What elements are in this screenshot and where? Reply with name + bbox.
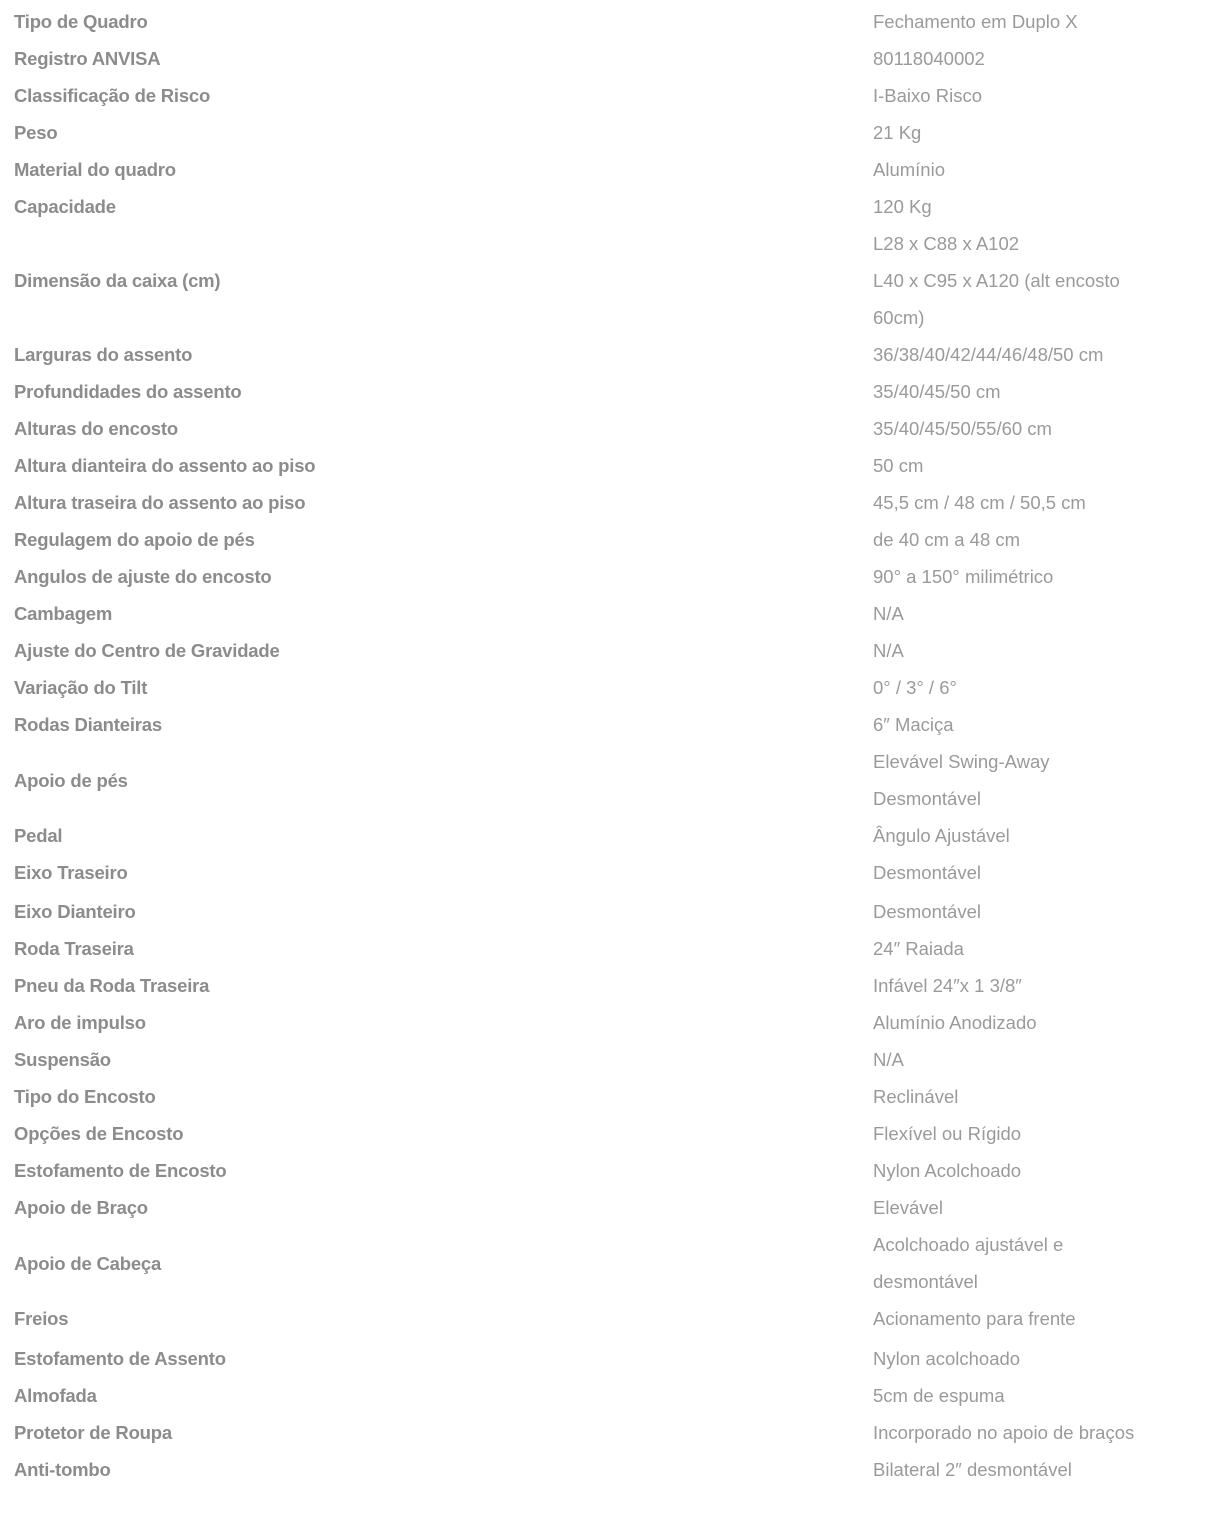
spec-value-line: de 40 cm a 48 cm — [873, 529, 1021, 550]
spec-value — [859, 336, 1223, 373]
spec-value — [859, 1226, 1223, 1300]
spec-value — [859, 854, 1223, 891]
spec-label: Anti-tombo — [14, 1459, 111, 1480]
spec-row — [0, 1451, 1223, 1488]
spec-label: Altura dianteira do assento ao piso — [14, 455, 316, 476]
spec-value — [859, 1340, 1223, 1377]
spec-value-line: Fechamento em Duplo X — [873, 11, 1078, 32]
spec-row — [0, 3, 1223, 40]
spec-value-line: Alumínio — [873, 159, 945, 180]
spec-row — [0, 1041, 1223, 1078]
spec-label: Freios — [14, 1308, 69, 1329]
spec-value-line: desmontável — [873, 1271, 978, 1292]
spec-row — [0, 706, 1223, 743]
spec-value — [859, 595, 1223, 632]
spec-label: Registro ANVISA — [14, 48, 161, 69]
spec-value-line: Bilateral 2″ desmontável — [873, 1459, 1072, 1480]
spec-value — [859, 1115, 1223, 1152]
spec-label: Regulagem do apoio de pés — [14, 529, 255, 550]
spec-label: Ajuste do Centro de Gravidade — [14, 640, 280, 661]
spec-row — [0, 336, 1223, 373]
spec-row — [0, 1414, 1223, 1451]
spec-label: Almofada — [14, 1385, 97, 1406]
spec-value-line: 60cm) — [873, 307, 925, 328]
spec-value-line: Elevável Swing-Away — [873, 751, 1050, 772]
spec-label: Roda Traseira — [14, 938, 134, 959]
spec-label: Material do quadro — [14, 159, 176, 180]
spec-value — [859, 930, 1223, 967]
spec-row — [0, 447, 1223, 484]
spec-label: Protetor de Roupa — [14, 1422, 172, 1443]
spec-value-line: Desmontável — [873, 862, 981, 883]
spec-value — [859, 373, 1223, 410]
spec-label: Angulos de ajuste do encosto — [14, 566, 272, 587]
spec-label: Estofamento de Assento — [14, 1348, 226, 1369]
spec-row — [0, 743, 1223, 817]
spec-value-line: Infável 24″x 1 3/8″ — [873, 975, 1022, 996]
spec-row — [0, 930, 1223, 967]
spec-value — [859, 447, 1223, 484]
spec-label: Altura traseira do assento ao piso — [14, 492, 306, 513]
spec-row — [0, 188, 1223, 225]
spec-value-line: Desmontável — [873, 901, 981, 922]
spec-label: Opções de Encosto — [14, 1123, 184, 1144]
spec-value-line: N/A — [873, 1049, 904, 1070]
spec-label: Eixo Traseiro — [14, 862, 128, 883]
spec-value-line: 5cm de espuma — [873, 1385, 1005, 1406]
spec-value-line: 120 Kg — [873, 196, 932, 217]
spec-value — [859, 669, 1223, 706]
spec-value — [859, 77, 1223, 114]
spec-value-line: N/A — [873, 640, 904, 661]
spec-row — [0, 595, 1223, 632]
spec-row — [0, 40, 1223, 77]
spec-label: Apoio de Cabeça — [14, 1252, 162, 1274]
spec-value — [859, 1078, 1223, 1115]
spec-value-line: Acolchoado ajustável e — [873, 1234, 1064, 1255]
spec-value — [859, 558, 1223, 595]
spec-row — [0, 1377, 1223, 1414]
spec-value-line: 50 cm — [873, 455, 924, 476]
spec-value-line: L40 x C95 x A120 (alt encosto — [873, 270, 1120, 291]
spec-row — [0, 521, 1223, 558]
spec-label: Dimensão da caixa (cm) — [14, 270, 221, 291]
spec-label: Rodas Dianteiras — [14, 714, 162, 735]
spec-row — [0, 854, 1223, 891]
spec-value — [859, 632, 1223, 669]
spec-value — [859, 893, 1223, 930]
spec-row — [0, 114, 1223, 151]
spec-value-line: 21 Kg — [873, 122, 922, 143]
spec-row — [0, 484, 1223, 521]
spec-label: Peso — [14, 122, 58, 143]
spec-row — [0, 1340, 1223, 1377]
spec-value — [859, 151, 1223, 188]
spec-value-line: Ângulo Ajustável — [873, 825, 1010, 846]
spec-label: Aro de impulso — [14, 1012, 146, 1033]
spec-label: Apoio de pés — [14, 769, 128, 791]
spec-value-line: 35/40/45/50 cm — [873, 381, 1001, 402]
spec-value — [859, 521, 1223, 558]
specifications-table — [0, 3, 1223, 1488]
spec-value — [859, 743, 1223, 817]
spec-value-line: Desmontável — [873, 788, 981, 809]
spec-row — [0, 373, 1223, 410]
spec-label: Profundidades do assento — [14, 381, 242, 402]
spec-value-line: Reclinável — [873, 1086, 959, 1107]
spec-value-line: Elevável — [873, 1197, 943, 1218]
spec-label: Suspensão — [14, 1049, 111, 1070]
spec-value-line: Alumínio Anodizado — [873, 1012, 1037, 1033]
spec-row — [0, 893, 1223, 930]
spec-value-line: I-Baixo Risco — [873, 85, 982, 106]
spec-label: Pedal — [14, 825, 63, 846]
spec-value-line: 45,5 cm / 48 cm / 50,5 cm — [873, 492, 1086, 513]
spec-row — [0, 1300, 1223, 1337]
spec-value — [859, 706, 1223, 743]
spec-row — [0, 77, 1223, 114]
spec-value — [859, 1041, 1223, 1078]
spec-row — [0, 410, 1223, 447]
spec-row — [0, 817, 1223, 854]
spec-row — [0, 1004, 1223, 1041]
spec-value-line: Flexível ou Rígido — [873, 1123, 1022, 1144]
spec-row — [0, 1226, 1223, 1300]
spec-value — [859, 967, 1223, 1004]
spec-value — [859, 40, 1223, 77]
spec-row — [0, 558, 1223, 595]
spec-value — [859, 1300, 1223, 1337]
spec-value-line: Acionamento para frente — [873, 1308, 1076, 1329]
spec-value-line: Incorporado no apoio de braços — [873, 1422, 1135, 1443]
spec-value — [859, 1004, 1223, 1041]
spec-row — [0, 151, 1223, 188]
spec-label: Apoio de Braço — [14, 1197, 148, 1218]
spec-value — [859, 3, 1223, 40]
spec-label: Larguras do assento — [14, 344, 193, 365]
spec-value — [859, 225, 1223, 336]
spec-value-line: 24″ Raiada — [873, 938, 964, 959]
spec-value-line: 6″ Maciça — [873, 714, 954, 735]
spec-row — [0, 1189, 1223, 1226]
spec-row — [0, 1078, 1223, 1115]
spec-value — [859, 114, 1223, 151]
spec-label: Variação do Tilt — [14, 677, 148, 698]
spec-label: Pneu da Roda Traseira — [14, 975, 210, 996]
spec-value-line: 80118040002 — [873, 48, 985, 69]
spec-value — [859, 1152, 1223, 1189]
spec-value — [859, 410, 1223, 447]
spec-value-line: 0° / 3° / 6° — [873, 677, 957, 698]
spec-value — [859, 188, 1223, 225]
spec-label: Tipo do Encosto — [14, 1086, 156, 1107]
spec-value-line: 36/38/40/42/44/46/48/50 cm — [873, 344, 1104, 365]
spec-row — [0, 967, 1223, 1004]
spec-value — [859, 1414, 1223, 1451]
spec-label: Alturas do encosto — [14, 418, 178, 439]
spec-row — [0, 1115, 1223, 1152]
spec-value-line: Nylon Acolchoado — [873, 1160, 1022, 1181]
spec-label: Tipo de Quadro — [14, 11, 148, 32]
spec-label: Estofamento de Encosto — [14, 1160, 227, 1181]
spec-value-line: N/A — [873, 603, 904, 624]
spec-value — [859, 817, 1223, 854]
spec-label: Classificação de Risco — [14, 85, 211, 106]
spec-value-line: L28 x C88 x A102 — [873, 233, 1020, 254]
spec-value-line: 90° a 150° milimétrico — [873, 566, 1054, 587]
spec-value — [859, 1189, 1223, 1226]
spec-value — [859, 1377, 1223, 1414]
spec-value — [859, 484, 1223, 521]
spec-row — [0, 632, 1223, 669]
spec-label: Cambagem — [14, 603, 113, 624]
spec-label: Eixo Dianteiro — [14, 901, 136, 922]
spec-label: Capacidade — [14, 196, 116, 217]
spec-row — [0, 1152, 1223, 1189]
spec-row — [0, 225, 1223, 336]
spec-value-line: 35/40/45/50/55/60 cm — [873, 418, 1052, 439]
spec-row — [0, 669, 1223, 706]
spec-value-line: Nylon acolchoado — [873, 1348, 1021, 1369]
spec-value — [859, 1451, 1223, 1488]
